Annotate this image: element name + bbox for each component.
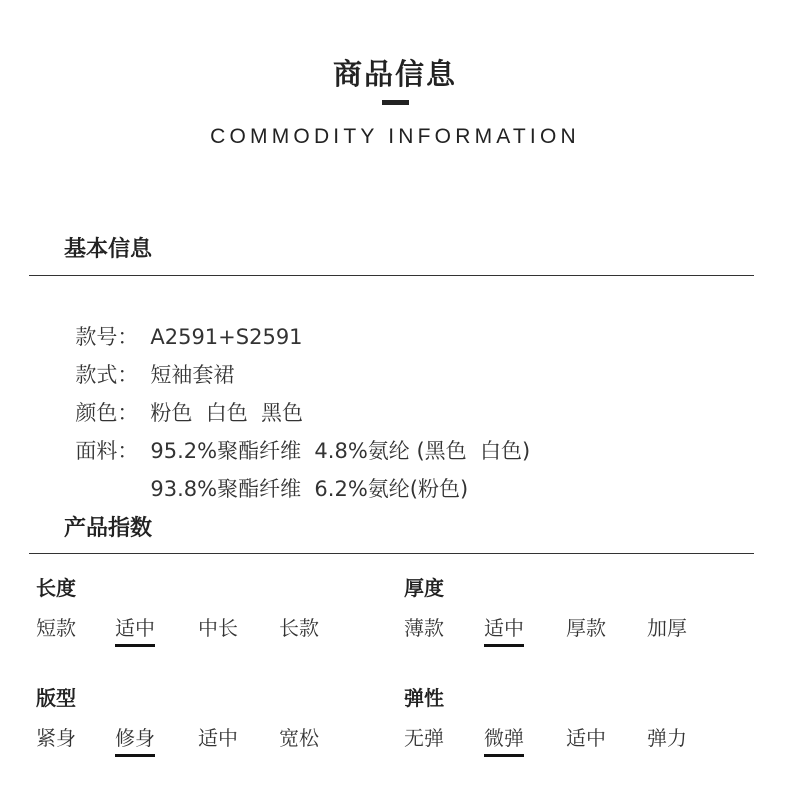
length-group-title: 长度 [36,576,76,600]
elasticity-option-slight: 微弹 [484,722,524,757]
basic-info-heading: 基本信息 [64,237,153,262]
info-label: 款式： [75,363,139,387]
thickness-option-thick: 厚款 [566,616,606,640]
info-value: 短袖套裙 [150,363,235,387]
info-label: 面料： [75,439,139,463]
info-row-fabric-alt [62,449,468,503]
length-option-medium: 适中 [115,612,155,647]
length-option-long: 长款 [279,616,319,640]
elasticity-option-none: 无弹 [404,726,444,750]
product-index-divider [29,553,754,554]
info-value: 95.2%聚酯纤维 4.8%氨纶 (黑色 白色) [150,439,531,463]
length-option-mid-long: 中长 [198,616,238,640]
thickness-group-title: 厚度 [404,576,444,600]
info-value: A2591+S2591 [150,325,303,349]
title-underline-bar [382,100,409,105]
thickness-option-medium: 适中 [484,612,524,647]
info-value: 粉色 白色 黑色 [150,401,304,425]
thickness-option-extra-thick: 加厚 [647,616,687,640]
fit-option-regular: 适中 [198,726,238,750]
fit-option-loose: 宽松 [279,726,319,750]
page-subtitle: COMMODITY INFORMATION [210,125,580,148]
product-index-heading: 产品指数 [64,516,153,541]
info-label: 颜色： [75,401,139,425]
fit-group-title: 版型 [36,686,76,710]
fit-option-tight: 紧身 [36,726,76,750]
basic-info-divider [29,275,754,276]
elasticity-option-medium: 适中 [566,726,606,750]
elasticity-option-stretch: 弹力 [647,726,687,750]
info-value: 93.8%聚酯纤维 6.2%氨纶(粉色) [150,477,469,501]
elasticity-group-title: 弹性 [404,686,444,710]
info-label: 款号： [75,325,139,349]
page-title: 商品信息 [332,57,457,91]
thickness-option-thin: 薄款 [404,616,444,640]
length-option-short: 短款 [36,616,76,640]
fit-option-slim: 修身 [115,722,155,757]
